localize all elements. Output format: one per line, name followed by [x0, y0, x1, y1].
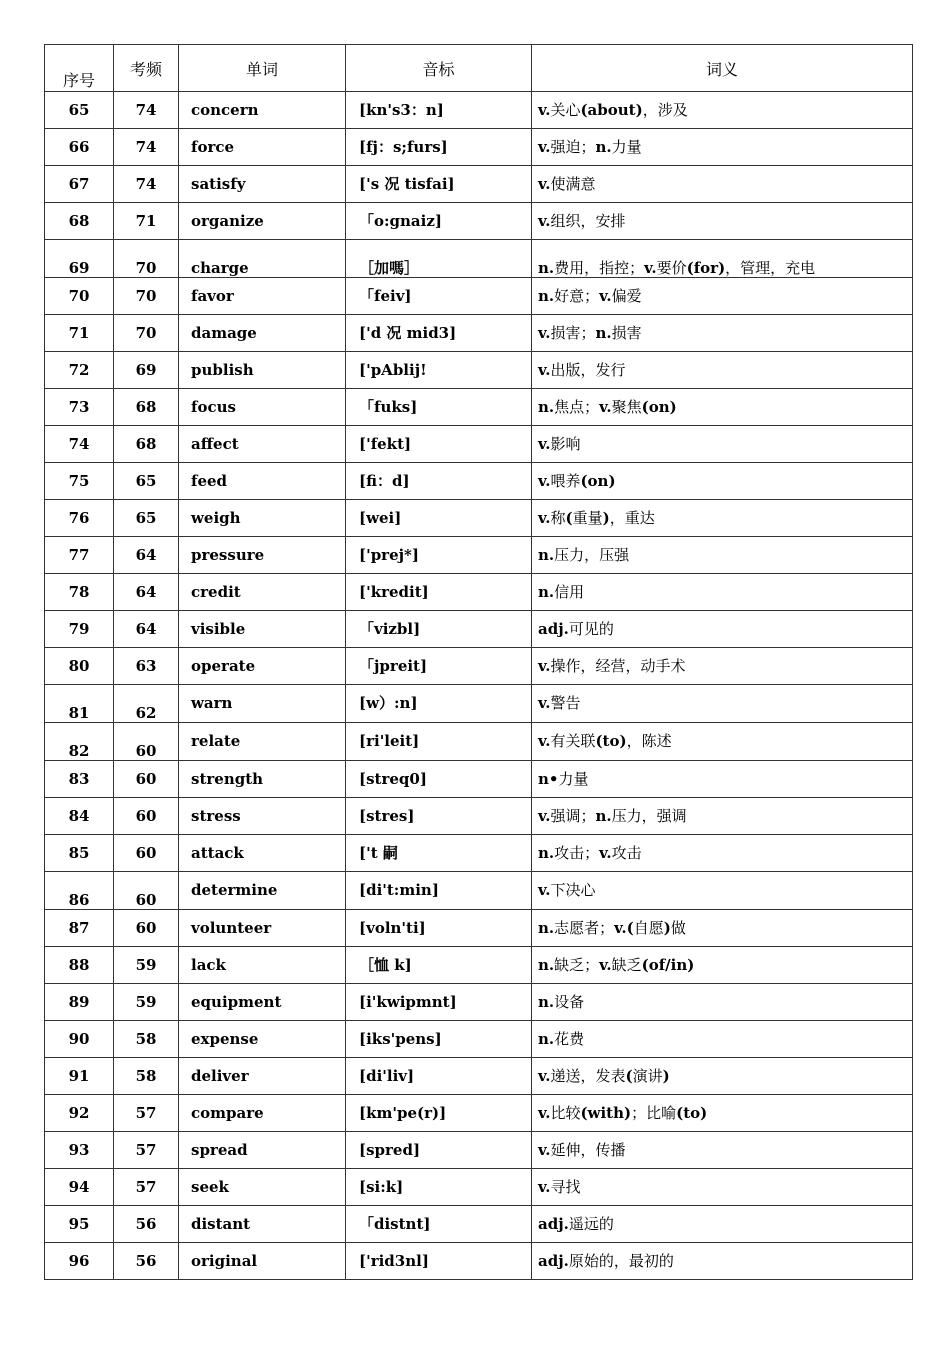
row-frequency: 59 — [114, 984, 179, 1021]
row-word: concern — [179, 92, 346, 129]
row-frequency: 71 — [114, 203, 179, 240]
row-number: 77 — [45, 537, 114, 574]
table-row — [45, 500, 913, 537]
pos-marker: ( — [625, 1066, 633, 1085]
row-number: 91 — [45, 1058, 114, 1095]
pos-marker: ( — [565, 508, 573, 527]
pos-marker: n. — [538, 582, 555, 601]
table-row — [45, 240, 913, 278]
row-meaning: v.关心(about)，涉及 — [532, 92, 913, 129]
table-row — [45, 910, 913, 947]
row-number: 93 — [45, 1132, 114, 1169]
row-frequency: 62 — [114, 685, 179, 723]
row-number: 84 — [45, 798, 114, 835]
table-row — [45, 723, 913, 761]
pos-marker: v. — [538, 1103, 551, 1122]
row-number: 80 — [45, 648, 114, 685]
pos-marker: v. — [538, 434, 551, 453]
row-phonetic: [voln'ti] — [346, 910, 532, 947]
row-word: original — [179, 1243, 346, 1280]
row-word: weigh — [179, 500, 346, 537]
row-word: warn — [179, 685, 346, 723]
pos-marker: v. — [538, 1177, 551, 1196]
row-word: distant — [179, 1206, 346, 1243]
pos-marker: ) — [662, 1066, 670, 1085]
table-row — [45, 315, 913, 352]
row-frequency: 63 — [114, 648, 179, 685]
row-meaning: n.攻击；v.攻击 — [532, 835, 913, 872]
table-row — [45, 537, 913, 574]
row-word: compare — [179, 1095, 346, 1132]
row-word: satisfy — [179, 166, 346, 203]
pos-marker: n. — [538, 259, 555, 277]
row-phonetic: [di'liv] — [346, 1058, 532, 1095]
row-number: 92 — [45, 1095, 114, 1132]
row-number: 81 — [45, 685, 114, 723]
row-meaning: n•力量 — [532, 761, 913, 798]
row-word: damage — [179, 315, 346, 352]
row-word: pressure — [179, 537, 346, 574]
pos-marker: n. — [538, 843, 555, 862]
pos-marker: v. — [538, 100, 551, 119]
row-frequency: 58 — [114, 1058, 179, 1095]
row-frequency: 60 — [114, 761, 179, 798]
row-phonetic: 「distnt] — [346, 1206, 532, 1243]
row-number: 73 — [45, 389, 114, 426]
row-word: spread — [179, 1132, 346, 1169]
row-number: 68 — [45, 203, 114, 240]
row-phonetic: 「jpreit] — [346, 648, 532, 685]
row-frequency: 74 — [114, 166, 179, 203]
table-row — [45, 1021, 913, 1058]
pos-marker: v. — [538, 694, 551, 712]
row-meaning: n.焦点；v.聚焦(on) — [532, 389, 913, 426]
row-meaning: v.操作，经营，动手术 — [532, 648, 913, 685]
pos-marker: adj. — [538, 619, 569, 638]
row-meaning: v.比较(with)；比喻(to) — [532, 1095, 913, 1132]
row-phonetic: [ri'leit] — [346, 723, 532, 761]
table-row — [45, 574, 913, 611]
row-meaning: n.志愿者；v.(自愿)做 — [532, 910, 913, 947]
header-word: 单词 — [179, 45, 346, 92]
pos-marker: adj. — [538, 1214, 569, 1233]
row-word: lack — [179, 947, 346, 984]
pos-marker: n. — [595, 137, 612, 156]
pos-marker: n. — [538, 545, 555, 564]
row-meaning: v.下决心 — [532, 872, 913, 910]
table-row — [45, 1132, 913, 1169]
table-row — [45, 798, 913, 835]
row-frequency: 60 — [114, 798, 179, 835]
pos-marker: (on) — [641, 397, 677, 416]
table-row — [45, 835, 913, 872]
row-frequency: 70 — [114, 240, 179, 278]
row-frequency: 65 — [114, 500, 179, 537]
row-phonetic: [spred] — [346, 1132, 532, 1169]
row-phonetic: 「o:gnaiz] — [346, 203, 532, 240]
row-word: relate — [179, 723, 346, 761]
pos-marker: (to) — [676, 1103, 708, 1122]
pos-marker: v. — [538, 508, 551, 527]
pos-marker: n. — [538, 918, 555, 937]
row-frequency: 70 — [114, 315, 179, 352]
table-row — [45, 984, 913, 1021]
pos-marker: (with) — [580, 1103, 632, 1122]
table-row — [45, 1206, 913, 1243]
row-number: 87 — [45, 910, 114, 947]
row-meaning: v.喂养(on) — [532, 463, 913, 500]
row-number: 82 — [45, 723, 114, 761]
row-word: organize — [179, 203, 346, 240]
row-frequency: 57 — [114, 1132, 179, 1169]
row-word: favor — [179, 278, 346, 315]
row-phonetic: [di't:min] — [346, 872, 532, 910]
row-frequency: 65 — [114, 463, 179, 500]
row-number: 76 — [45, 500, 114, 537]
row-meaning: v.有关联(to)，陈述 — [532, 723, 913, 761]
row-phonetic: [streq0] — [346, 761, 532, 798]
pos-marker: v. — [599, 955, 612, 974]
row-number: 65 — [45, 92, 114, 129]
row-meaning: n.好意；v.偏爱 — [532, 278, 913, 315]
row-number: 66 — [45, 129, 114, 166]
table-row — [45, 1243, 913, 1280]
row-word: determine — [179, 872, 346, 910]
row-word: attack — [179, 835, 346, 872]
pos-marker: (about) — [580, 100, 643, 119]
table-row — [45, 129, 913, 166]
row-frequency: 70 — [114, 278, 179, 315]
row-frequency: 68 — [114, 426, 179, 463]
row-number: 95 — [45, 1206, 114, 1243]
row-phonetic: ['prej*] — [346, 537, 532, 574]
row-frequency: 64 — [114, 537, 179, 574]
table-row — [45, 92, 913, 129]
row-word: strength — [179, 761, 346, 798]
row-phonetic: [fj：s;furs] — [346, 129, 532, 166]
row-word: stress — [179, 798, 346, 835]
row-word: force — [179, 129, 346, 166]
row-meaning: n.信用 — [532, 574, 913, 611]
table-row — [45, 352, 913, 389]
table-row — [45, 463, 913, 500]
row-phonetic: [stres] — [346, 798, 532, 835]
row-frequency: 60 — [114, 835, 179, 872]
row-phonetic: ['pAblij! — [346, 352, 532, 389]
row-phonetic: [wei] — [346, 500, 532, 537]
row-number: 72 — [45, 352, 114, 389]
row-meaning: n.压力，压强 — [532, 537, 913, 574]
row-meaning: adj.原始的，最初的 — [532, 1243, 913, 1280]
pos-marker: v. — [538, 323, 551, 342]
pos-marker: ) — [602, 508, 610, 527]
row-meaning: v.使满意 — [532, 166, 913, 203]
row-meaning: v.递送，发表(演讲) — [532, 1058, 913, 1095]
row-word: expense — [179, 1021, 346, 1058]
table-row — [45, 611, 913, 648]
row-meaning: n.费用，指控；v.要价(for)，管理，充电 — [532, 240, 913, 278]
pos-marker: (of/in) — [641, 955, 695, 974]
row-meaning: n.设备 — [532, 984, 913, 1021]
row-number: 70 — [45, 278, 114, 315]
row-phonetic: ['t 嗣 — [346, 835, 532, 872]
row-meaning: v.称(重量)，重达 — [532, 500, 913, 537]
pos-marker: v. — [599, 286, 612, 305]
pos-marker: v. — [538, 656, 551, 675]
table-row — [45, 389, 913, 426]
row-phonetic: 「fuks] — [346, 389, 532, 426]
row-meaning: v.延伸，传播 — [532, 1132, 913, 1169]
header-row — [45, 45, 913, 92]
row-word: visible — [179, 611, 346, 648]
pos-marker: n• — [538, 769, 559, 788]
table-row — [45, 1095, 913, 1132]
row-word: equipment — [179, 984, 346, 1021]
table-row — [45, 872, 913, 910]
row-meaning: v.组织，安排 — [532, 203, 913, 240]
pos-marker: n. — [538, 992, 555, 1011]
row-word: deliver — [179, 1058, 346, 1095]
row-phonetic: ['rid3nl] — [346, 1243, 532, 1280]
row-meaning: v.寻找 — [532, 1169, 913, 1206]
row-meaning: v.警告 — [532, 685, 913, 723]
row-meaning: v.影响 — [532, 426, 913, 463]
row-phonetic: ［加嗎］ — [346, 240, 532, 278]
row-phonetic: [i'kwipmnt] — [346, 984, 532, 1021]
row-meaning: v.强调；n.压力，强调 — [532, 798, 913, 835]
pos-marker: v. — [538, 471, 551, 490]
vocabulary-table — [44, 44, 913, 1280]
row-frequency: 59 — [114, 947, 179, 984]
pos-marker: n. — [538, 286, 555, 305]
row-frequency: 64 — [114, 574, 179, 611]
row-frequency: 60 — [114, 910, 179, 947]
row-phonetic: [iks'pens] — [346, 1021, 532, 1058]
pos-marker: v. — [538, 1140, 551, 1159]
pos-marker: n. — [595, 806, 612, 825]
pos-marker: (to) — [595, 732, 627, 750]
row-phonetic: [fi：d] — [346, 463, 532, 500]
table-row — [45, 1169, 913, 1206]
row-meaning: adj.可见的 — [532, 611, 913, 648]
pos-marker: v. — [599, 843, 612, 862]
header-frequency: 考频 — [114, 45, 179, 92]
row-word: affect — [179, 426, 346, 463]
row-frequency: 57 — [114, 1095, 179, 1132]
pos-marker: v. — [538, 360, 551, 379]
pos-marker: v. — [538, 806, 551, 825]
table-row — [45, 203, 913, 240]
pos-marker: (on) — [580, 471, 616, 490]
pos-marker: ) — [663, 918, 671, 937]
pos-marker: v. — [538, 174, 551, 193]
table-row — [45, 761, 913, 798]
row-phonetic: ['fekt] — [346, 426, 532, 463]
pos-marker: v. — [538, 137, 551, 156]
row-meaning: v.出版，发行 — [532, 352, 913, 389]
row-frequency: 57 — [114, 1169, 179, 1206]
row-phonetic: ['s 况 tisfai] — [346, 166, 532, 203]
row-word: feed — [179, 463, 346, 500]
pos-marker: n. — [538, 1029, 555, 1048]
row-frequency: 64 — [114, 611, 179, 648]
table-row — [45, 685, 913, 723]
row-frequency: 68 — [114, 389, 179, 426]
table-row — [45, 947, 913, 984]
row-number: 75 — [45, 463, 114, 500]
row-meaning: adj.遥远的 — [532, 1206, 913, 1243]
pos-marker: v. — [644, 259, 657, 277]
row-word: operate — [179, 648, 346, 685]
row-frequency: 69 — [114, 352, 179, 389]
row-meaning: n.缺乏；v.缺乏(of/in) — [532, 947, 913, 984]
row-phonetic: ['d 况 mid3] — [346, 315, 532, 352]
row-phonetic: 「vizbl] — [346, 611, 532, 648]
row-word: seek — [179, 1169, 346, 1206]
row-phonetic: ［恤 k] — [346, 947, 532, 984]
pos-marker: v.( — [614, 918, 634, 937]
row-word: volunteer — [179, 910, 346, 947]
row-word: credit — [179, 574, 346, 611]
pos-marker: v. — [538, 881, 551, 899]
pos-marker: v. — [538, 211, 551, 230]
row-word: charge — [179, 240, 346, 278]
table-row — [45, 278, 913, 315]
table-row — [45, 426, 913, 463]
row-meaning: v.强迫；n.力量 — [532, 129, 913, 166]
header-meaning: 词义 — [532, 45, 913, 92]
row-number: 83 — [45, 761, 114, 798]
row-word: publish — [179, 352, 346, 389]
row-number: 96 — [45, 1243, 114, 1280]
row-frequency: 74 — [114, 92, 179, 129]
row-frequency: 56 — [114, 1243, 179, 1280]
row-number: 94 — [45, 1169, 114, 1206]
row-number: 85 — [45, 835, 114, 872]
pos-marker: n. — [595, 323, 612, 342]
table-row — [45, 648, 913, 685]
row-phonetic: [kn's3：n] — [346, 92, 532, 129]
row-meaning: v.损害；n.损害 — [532, 315, 913, 352]
row-frequency: 58 — [114, 1021, 179, 1058]
header-phonetic: 音标 — [346, 45, 532, 92]
row-phonetic: [w）:n] — [346, 685, 532, 723]
row-frequency: 74 — [114, 129, 179, 166]
pos-marker: n. — [538, 955, 555, 974]
pos-marker: adj. — [538, 1251, 569, 1270]
row-number: 79 — [45, 611, 114, 648]
header-number: 序号 — [45, 45, 114, 92]
row-word: focus — [179, 389, 346, 426]
row-number: 67 — [45, 166, 114, 203]
row-frequency: 60 — [114, 872, 179, 910]
pos-marker: v. — [599, 397, 612, 416]
row-number: 86 — [45, 872, 114, 910]
row-number: 89 — [45, 984, 114, 1021]
pos-marker: v. — [538, 732, 551, 750]
row-number: 74 — [45, 426, 114, 463]
row-phonetic: ['kredit] — [346, 574, 532, 611]
row-number: 88 — [45, 947, 114, 984]
pos-marker: v. — [538, 1066, 551, 1085]
row-number: 78 — [45, 574, 114, 611]
row-frequency: 60 — [114, 723, 179, 761]
row-frequency: 56 — [114, 1206, 179, 1243]
row-phonetic: [km'pe(r)] — [346, 1095, 532, 1132]
row-phonetic: 「feiv] — [346, 278, 532, 315]
row-number: 90 — [45, 1021, 114, 1058]
pos-marker: (for) — [686, 259, 726, 277]
pos-marker: n. — [538, 397, 555, 416]
table-row — [45, 1058, 913, 1095]
row-number: 71 — [45, 315, 114, 352]
row-phonetic: [si:k] — [346, 1169, 532, 1206]
row-meaning: n.花费 — [532, 1021, 913, 1058]
table-row — [45, 166, 913, 203]
row-number: 69 — [45, 240, 114, 278]
